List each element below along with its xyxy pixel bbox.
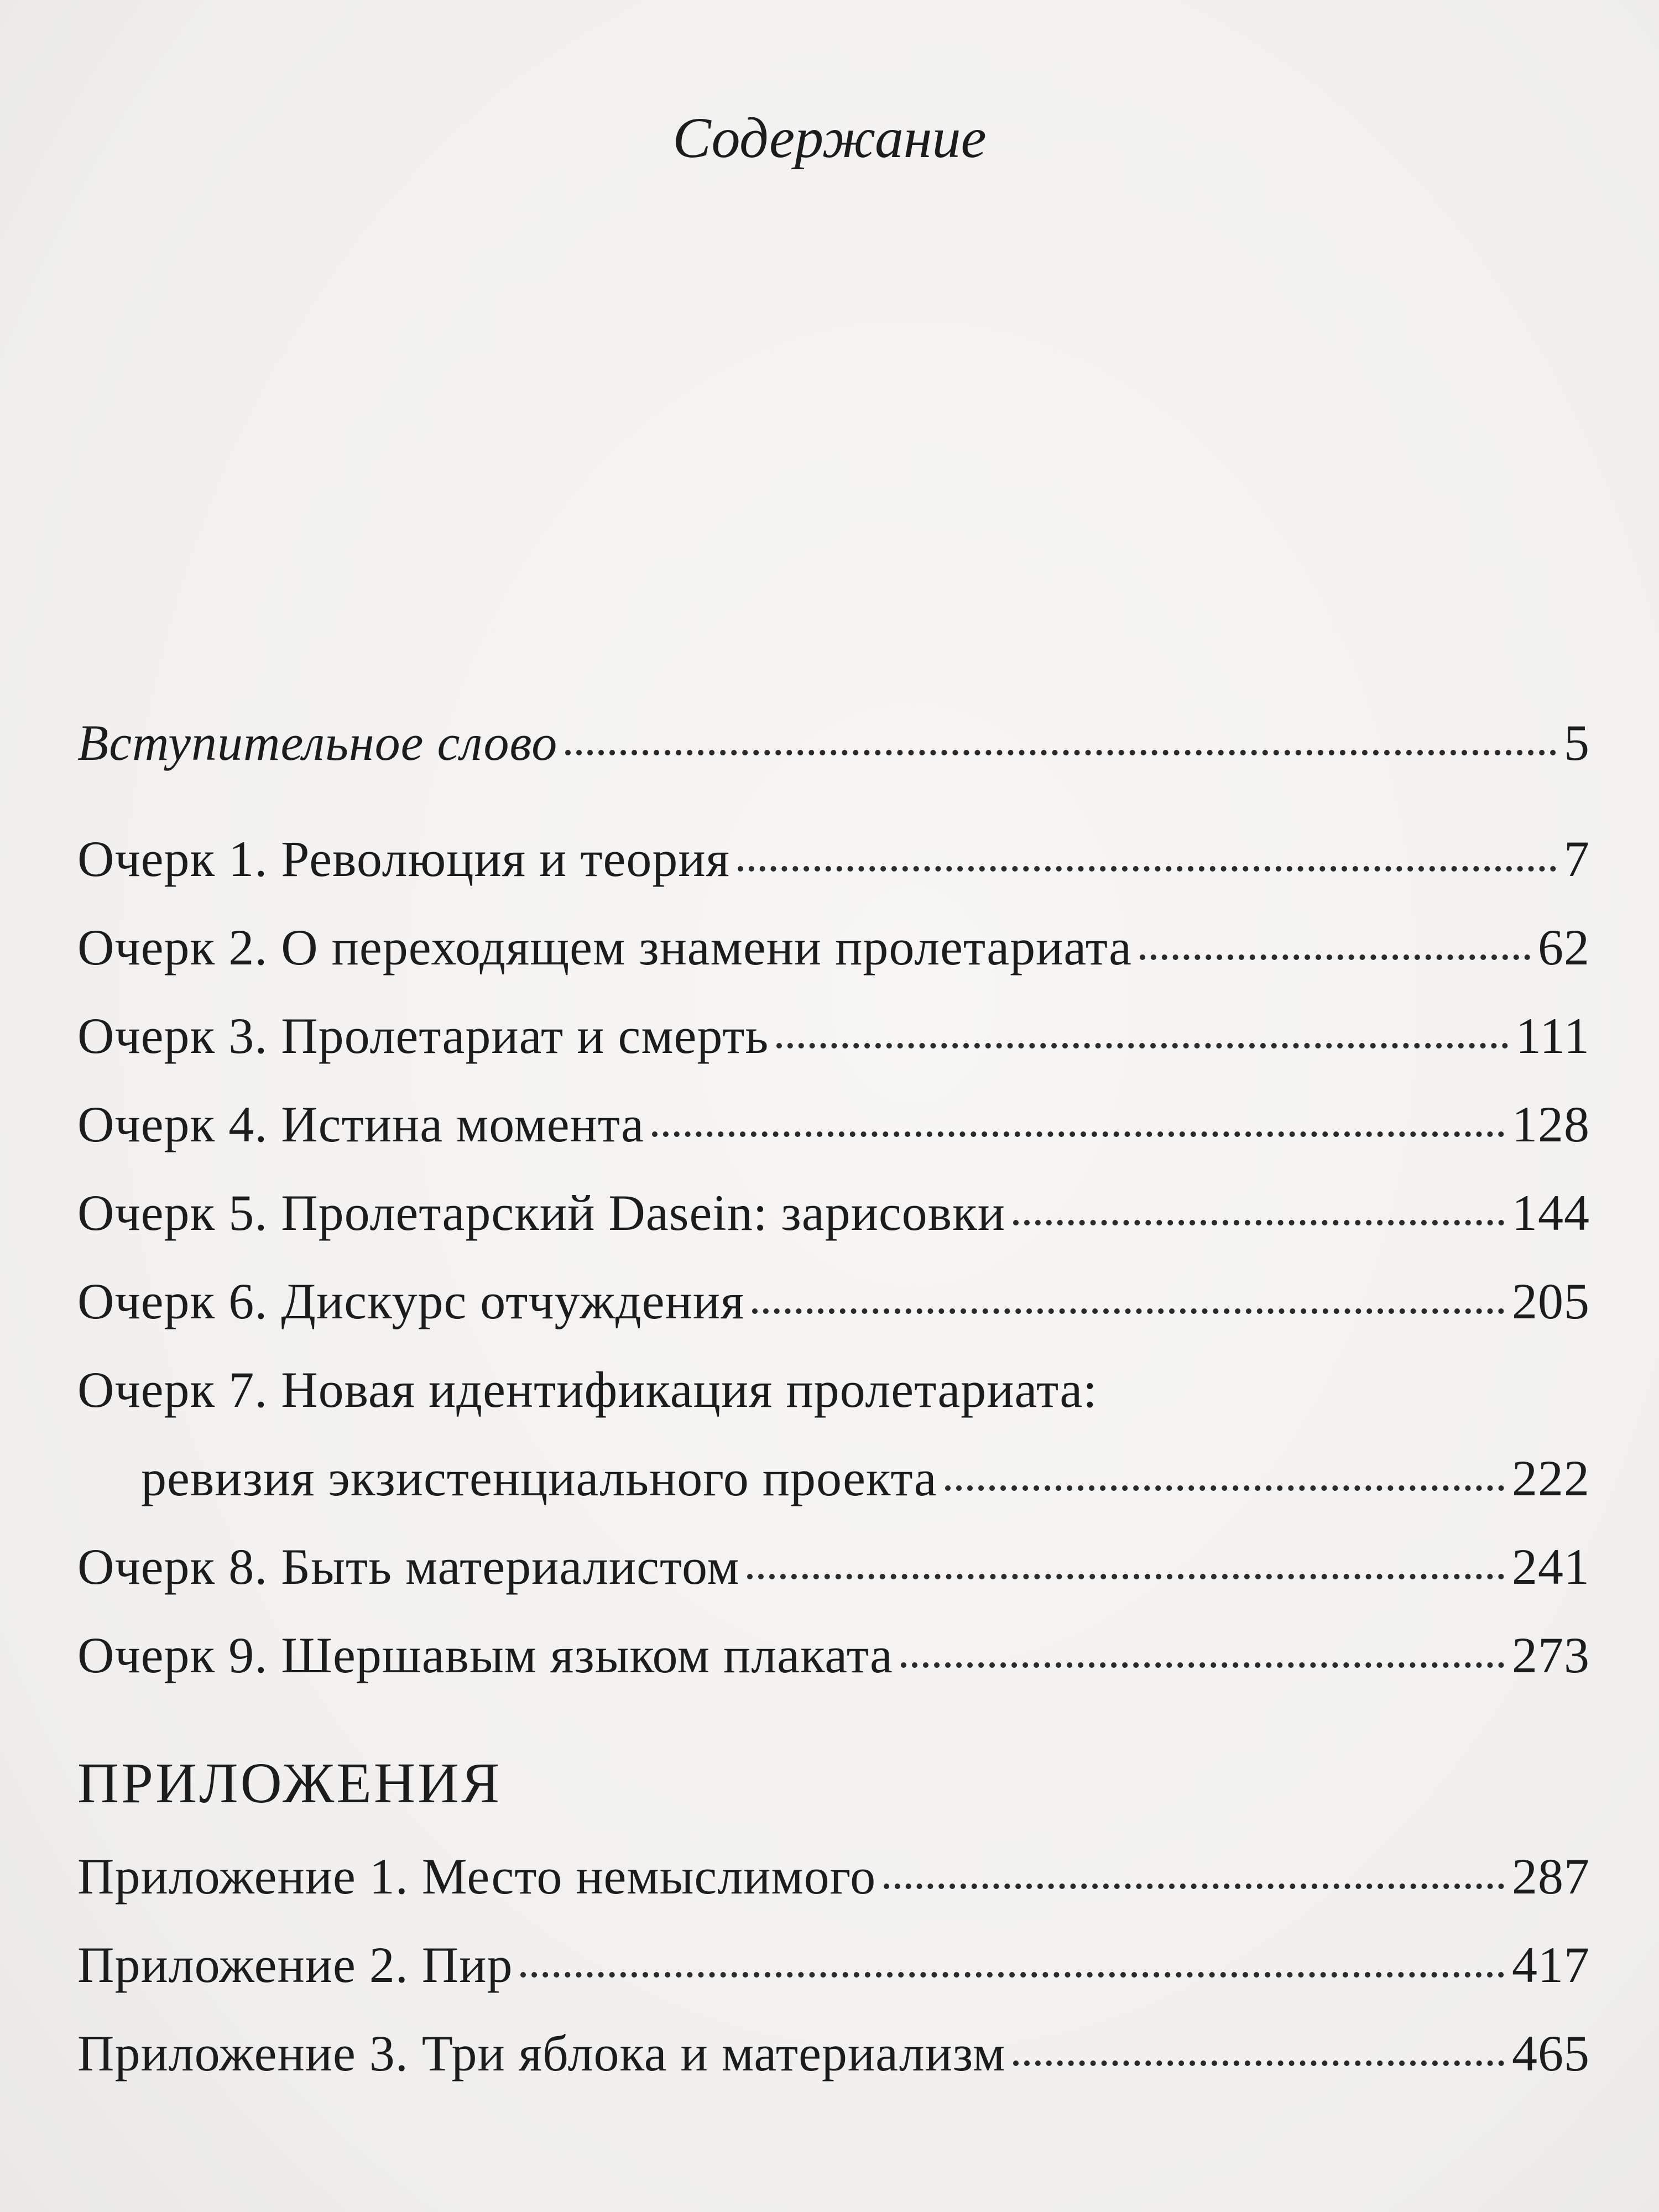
toc-entry-label: Очерк 1. Революция и теория xyxy=(77,831,730,887)
toc-page-number: 7 xyxy=(1564,831,1590,887)
toc-entry-essay-6 xyxy=(77,1272,1590,1344)
toc-entry-label: Очерк 3. Пролетариат и смерть xyxy=(77,1008,769,1064)
toc-entry-appendix-3 xyxy=(77,2024,1590,2096)
toc-entry-essay-8 xyxy=(77,1537,1590,1609)
dot-leader xyxy=(752,1308,1504,1314)
toc-entry-label: Очерк 5. Пролетарский Dasein: зарисовки xyxy=(77,1185,1006,1241)
toc-entry-label: Вступительное слово xyxy=(77,714,558,771)
toc-page-number: 205 xyxy=(1512,1273,1590,1329)
toc-page-number: 128 xyxy=(1512,1096,1590,1152)
toc-entry-appendix-1 xyxy=(77,1847,1590,1919)
toc-page-number: 111 xyxy=(1515,1008,1590,1064)
toc-entry-essay-1 xyxy=(77,830,1590,901)
dot-leader xyxy=(520,1972,1504,1978)
toc-page-number: 287 xyxy=(1512,1848,1590,1905)
dot-leader xyxy=(738,866,1556,872)
toc-entry-essay-3 xyxy=(77,1006,1590,1078)
toc-entry-label-continuation: ревизия экзистенциального проекта xyxy=(141,1450,937,1506)
dot-leader xyxy=(1013,1220,1504,1225)
dot-leader xyxy=(901,1662,1504,1668)
toc-entry-label: Очерк 4. Истина момента xyxy=(77,1096,644,1152)
toc-entry-label: Очерк 6. Дискурс отчуждения xyxy=(77,1273,745,1329)
toc-entry-essay-4 xyxy=(77,1095,1590,1167)
dot-leader xyxy=(1140,954,1530,960)
toc-page-number: 273 xyxy=(1512,1627,1590,1683)
dot-leader xyxy=(945,1485,1504,1491)
toc-page-number: 62 xyxy=(1538,919,1590,975)
toc-page-number: 417 xyxy=(1512,1937,1590,1993)
toc-page-number: 465 xyxy=(1512,2025,1590,2081)
toc-entry-essay-2 xyxy=(77,918,1590,990)
dot-leader xyxy=(884,1884,1504,1889)
dot-leader xyxy=(1013,2060,1504,2066)
toc-entry-label: Очерк 8. Быть материалистом xyxy=(77,1538,740,1595)
toc-entry-label: Очерк 2. О переходящем знамени пролетариата xyxy=(77,919,1132,975)
dot-leader xyxy=(565,750,1556,755)
dot-leader xyxy=(776,1043,1507,1048)
toc-entry-essay-7 xyxy=(141,1449,1590,1521)
toc-page-number: 144 xyxy=(1512,1185,1590,1241)
toc-entry-label: Приложение 2. Пир xyxy=(77,1937,513,1993)
dot-leader xyxy=(652,1131,1504,1137)
toc-page-number: 241 xyxy=(1512,1538,1590,1595)
toc-page-number: 5 xyxy=(1564,714,1590,771)
toc-entry-essay-9 xyxy=(77,1626,1590,1698)
dot-leader xyxy=(747,1574,1504,1579)
toc-entry-appendix-2 xyxy=(77,1936,1590,2007)
page-title: Содержание xyxy=(672,106,987,170)
toc-entry-intro xyxy=(77,713,1590,785)
toc-entry-essay-5 xyxy=(77,1183,1590,1255)
toc-entry-label: Очерк 9. Шершавым языком плаката xyxy=(77,1627,893,1683)
toc-entry-label: Приложение 1. Место немыслимого xyxy=(77,1848,877,1905)
appendix-heading: ПРИЛОЖЕНИЯ xyxy=(77,1751,502,1815)
toc-entry-essay-7-line-1: Очерк 7. Новая идентификация пролетариата: xyxy=(77,1361,1098,1418)
toc-entry-label: Приложение 3. Три яблока и материализм xyxy=(77,2025,1006,2081)
toc-page-number: 222 xyxy=(1512,1450,1590,1506)
